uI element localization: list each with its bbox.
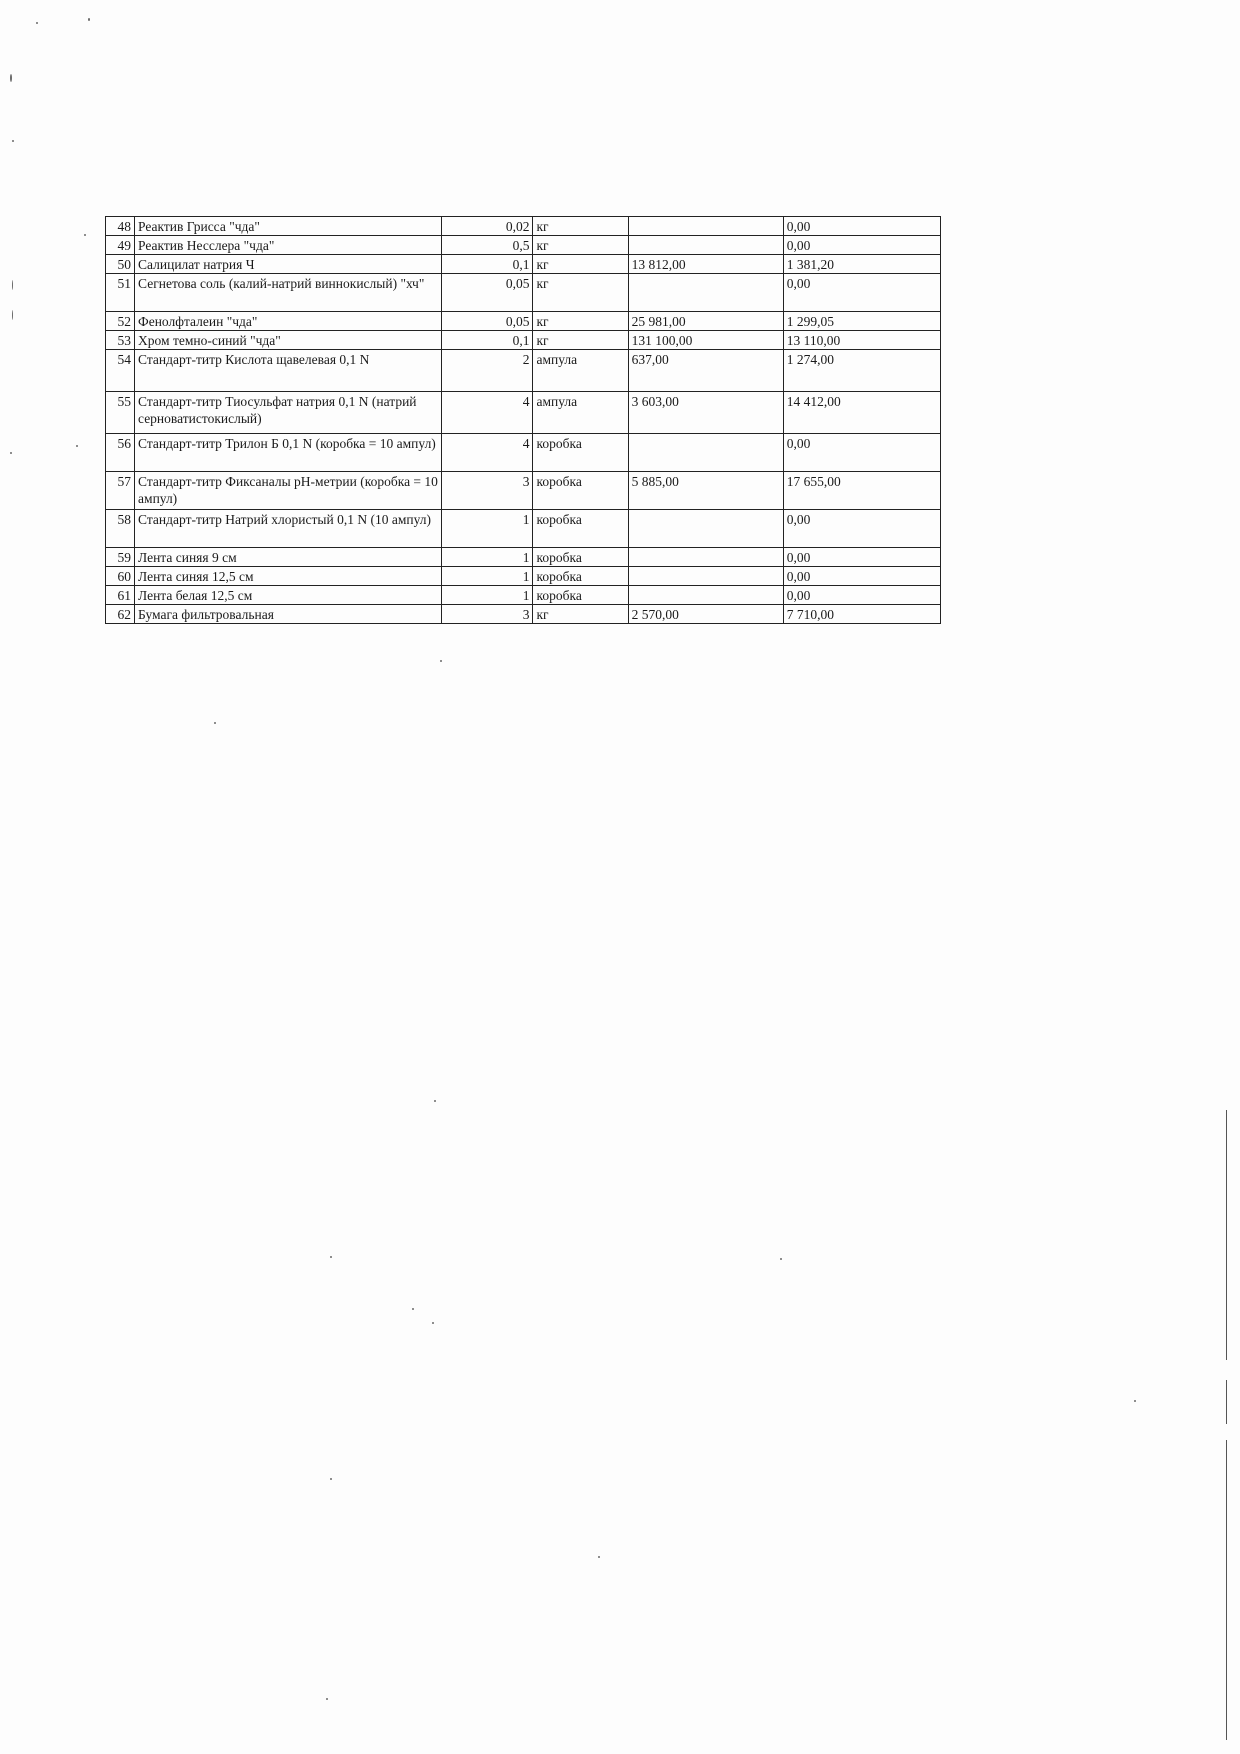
- scan-speck: [12, 310, 13, 320]
- item-quantity: 4: [442, 392, 533, 434]
- table-row: [106, 472, 941, 510]
- item-quantity: 3: [442, 605, 533, 624]
- table-row: [106, 510, 941, 548]
- item-sum: 0,00: [783, 217, 940, 236]
- table-row: [106, 567, 941, 586]
- item-name: Стандарт-титр Фиксаналы рН-метрии (коробка = 10 ампул): [135, 472, 442, 510]
- item-price: 3 603,00: [628, 392, 783, 434]
- item-sum: 14 412,00: [783, 392, 940, 434]
- item-name: Фенолфталеин "чда": [135, 312, 442, 331]
- item-unit: ампула: [533, 392, 628, 434]
- item-price: [628, 217, 783, 236]
- item-sum: 7 710,00: [783, 605, 940, 624]
- item-price: [628, 548, 783, 567]
- table-row: [106, 331, 941, 350]
- item-quantity: 2: [442, 350, 533, 392]
- item-unit: кг: [533, 236, 628, 255]
- item-price: 5 885,00: [628, 472, 783, 510]
- item-quantity: 0,05: [442, 312, 533, 331]
- scan-edge-line: [1226, 1380, 1227, 1424]
- item-sum: 0,00: [783, 274, 940, 312]
- table-row: [106, 350, 941, 392]
- scan-speck: [326, 1698, 328, 1700]
- row-number: 53: [106, 331, 135, 350]
- item-price: [628, 236, 783, 255]
- scan-speck: [12, 280, 13, 290]
- item-name: Стандарт-титр Кислота щавелевая 0,1 N: [135, 350, 442, 392]
- item-unit: коробка: [533, 586, 628, 605]
- row-number: 59: [106, 548, 135, 567]
- item-sum: 1 381,20: [783, 255, 940, 274]
- item-price: [628, 434, 783, 472]
- table-row: [106, 548, 941, 567]
- table-row: [106, 605, 941, 624]
- item-name: Стандарт-титр Натрий хлористый 0,1 N (10 ампул): [135, 510, 442, 548]
- scan-speck: [780, 1258, 782, 1260]
- table-row: [106, 236, 941, 255]
- table-row: [106, 434, 941, 472]
- item-sum: 0,00: [783, 434, 940, 472]
- row-number: 55: [106, 392, 135, 434]
- item-unit: коробка: [533, 434, 628, 472]
- scan-speck: [214, 722, 216, 724]
- scan-speck: [12, 140, 14, 142]
- item-name: Лента синяя 9 см: [135, 548, 442, 567]
- table-row: [106, 274, 941, 312]
- item-sum: 1 274,00: [783, 350, 940, 392]
- item-name: Реактив Несслера "чда": [135, 236, 442, 255]
- item-unit: кг: [533, 312, 628, 331]
- row-number: 49: [106, 236, 135, 255]
- scan-speck: [84, 234, 86, 236]
- scan-speck: [432, 1322, 434, 1324]
- item-unit: коробка: [533, 472, 628, 510]
- item-price: 131 100,00: [628, 331, 783, 350]
- item-name: Лента белая 12,5 см: [135, 586, 442, 605]
- scan-speck: [434, 1100, 436, 1102]
- item-quantity: 0,1: [442, 255, 533, 274]
- item-price: [628, 274, 783, 312]
- scan-speck: [598, 1556, 600, 1558]
- item-quantity: 3: [442, 472, 533, 510]
- item-name: Лента синяя 12,5 см: [135, 567, 442, 586]
- item-price: 637,00: [628, 350, 783, 392]
- inventory-table-body: [106, 217, 941, 624]
- row-number: 62: [106, 605, 135, 624]
- row-number: 57: [106, 472, 135, 510]
- item-name: Салицилат натрия Ч: [135, 255, 442, 274]
- scan-edge-line: [1226, 1110, 1227, 1360]
- item-unit: коробка: [533, 510, 628, 548]
- item-price: 25 981,00: [628, 312, 783, 331]
- table-row: [106, 312, 941, 331]
- row-number: 52: [106, 312, 135, 331]
- row-number: 51: [106, 274, 135, 312]
- item-quantity: 0,5: [442, 236, 533, 255]
- item-name: Сегнетова соль (калий-натрий виннокислый) "хч": [135, 274, 442, 312]
- row-number: 58: [106, 510, 135, 548]
- scan-speck: [440, 660, 442, 662]
- item-name: Хром темно-синий "чда": [135, 331, 442, 350]
- item-quantity: 0,1: [442, 331, 533, 350]
- item-price: 2 570,00: [628, 605, 783, 624]
- item-unit: кг: [533, 605, 628, 624]
- scan-speck: [36, 22, 38, 24]
- item-sum: 1 299,05: [783, 312, 940, 331]
- scan-speck: [76, 445, 78, 447]
- scan-edge-line: [1226, 1440, 1227, 1740]
- scan-speck: [10, 452, 12, 454]
- item-name: Бумага фильтровальная: [135, 605, 442, 624]
- item-unit: коробка: [533, 567, 628, 586]
- item-price: [628, 586, 783, 605]
- item-unit: кг: [533, 274, 628, 312]
- table-row: [106, 217, 941, 236]
- item-unit: кг: [533, 217, 628, 236]
- table-row: [106, 255, 941, 274]
- item-sum: 0,00: [783, 510, 940, 548]
- row-number: 54: [106, 350, 135, 392]
- item-sum: 0,00: [783, 586, 940, 605]
- scan-speck: [330, 1256, 332, 1258]
- scan-speck: [1134, 1400, 1136, 1402]
- item-unit: кг: [533, 331, 628, 350]
- row-number: 60: [106, 567, 135, 586]
- inventory-table: [105, 216, 941, 624]
- item-quantity: 1: [442, 586, 533, 605]
- item-sum: 0,00: [783, 548, 940, 567]
- scan-speck: [412, 1308, 414, 1310]
- item-price: [628, 567, 783, 586]
- table-row: [106, 586, 941, 605]
- item-quantity: 0,02: [442, 217, 533, 236]
- item-unit: ампула: [533, 350, 628, 392]
- item-quantity: 0,05: [442, 274, 533, 312]
- item-unit: коробка: [533, 548, 628, 567]
- row-number: 61: [106, 586, 135, 605]
- scan-speck: [10, 74, 12, 82]
- item-sum: 0,00: [783, 236, 940, 255]
- item-price: 13 812,00: [628, 255, 783, 274]
- row-number: 48: [106, 217, 135, 236]
- item-price: [628, 510, 783, 548]
- row-number: 50: [106, 255, 135, 274]
- item-sum: 13 110,00: [783, 331, 940, 350]
- item-quantity: 1: [442, 510, 533, 548]
- item-unit: кг: [533, 255, 628, 274]
- item-quantity: 4: [442, 434, 533, 472]
- row-number: 56: [106, 434, 135, 472]
- item-sum: 17 655,00: [783, 472, 940, 510]
- scan-speck: [88, 18, 90, 21]
- item-name: Стандарт-титр Трилон Б 0,1 N (коробка = 10 ампул): [135, 434, 442, 472]
- item-name: Реактив Грисса "чда": [135, 217, 442, 236]
- scan-speck: [330, 1478, 332, 1480]
- item-sum: 0,00: [783, 567, 940, 586]
- item-quantity: 1: [442, 567, 533, 586]
- item-quantity: 1: [442, 548, 533, 567]
- item-name: Стандарт-титр Тиосульфат натрия 0,1 N (натрий серноватистокислый): [135, 392, 442, 434]
- table-row: [106, 392, 941, 434]
